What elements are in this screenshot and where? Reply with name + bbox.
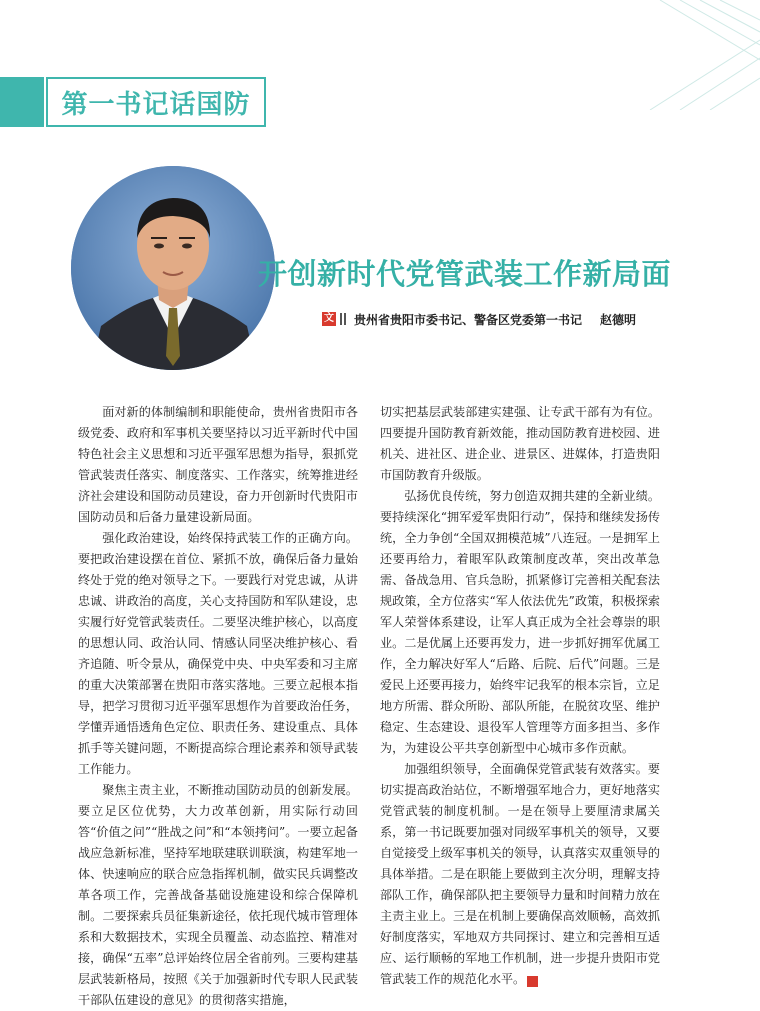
author-title: 贵州省贵阳市委书记、警备区党委第一书记 bbox=[354, 312, 583, 327]
paragraph: 聚焦主责主业，不断推动国防动员的创新发展。要立足区位优势，大力改革创新，用实际行动回答“价值之问”“胜战之问”和“本领拷问”。一要立起备战应急新标准，坚持军地联建联训联演，构建军地一体、快速响应的联合应急指挥机制，做实民兵调整改革各项工作，完善战备基础设施建设和综合保障机制。二要探索兵员征集新途径，依托现代城市管理体系和大数据技术，实现全员覆盖、动态监控、精准对接，确保“五率”总评始终位居全省前列。三要构建基层武装新格局，按照《关于加强新时代专职人民武装干部队伍建设的意见》的贯彻落实措施， bbox=[78, 783, 358, 1007]
paragraph: 切实把基层武装部建实建强、让专武干部有为有位。四要提升国防教育新效能，推动国防教育进校园、进机关、进社区、进企业、进景区、进媒体，打造贵阳市国防教育升级版。 bbox=[380, 405, 660, 482]
article-headline: 开创新时代党管武装工作新局面 bbox=[258, 257, 672, 291]
byline-badge: 文 bbox=[324, 313, 334, 324]
byline bbox=[322, 310, 722, 328]
paragraph bbox=[380, 759, 660, 990]
divider-bars bbox=[340, 313, 346, 325]
paragraph: 强化政治建设，始终保持武装工作的正确方向。要把政治建设摆在首位、紧抓不放，确保后备力量始终处于党的绝对领导之下。一要践行对党忠诚，从讲忠诚、讲政治的高度，关心支持国防和军队建设，忠实履行好党管武装责任。二要坚决维护核心，以高度的思想认同、政治认同、情感认同坚决维护核心、看齐追随、听令景从，确保党中央、中央军委和习主席的重大决策部署在贵阳市落实落地。三要立起根本指导，把学习贯彻习近平强军思想作为首要政治任务，学懂弄通悟透角色定位、职责任务、建设重点、具体抓手等关键问题，不断提高综合理论素养和领导武装工作能力。 bbox=[78, 531, 358, 776]
section-tab-marker bbox=[0, 77, 44, 127]
paragraph: 弘扬优良传统，努力创造双拥共建的全新业绩。要持续深化“拥军爱军贵阳行动”，保持和继续发扬传统，全力争创“全国双拥模范城”八连冠。一是拥军上还要再给力，着眼军队政策制度改革，突出改革急需、备战急用、官兵急盼，抓紧修订完善相关配套法规政策，全方位落实“军人依法优先”政策，积极探索军人荣誉体系建设，让军人真正成为全社会尊崇的职业。二是优属上还要再发力，进一步抓好拥军优属工作，全力解决好军人“后路、后院、后代”问题。三是爱民上还要再接力，始终牢记我军的根本宗旨，立足地方所需、群众所盼、部队所能，在脱贫攻坚、维护稳定、生态建设、退役军人管理等方面多担当、多作为，为建设公平共享创新型中心城市多作贡献。 bbox=[380, 489, 660, 755]
article-column-left bbox=[78, 402, 358, 1011]
section-title: 第一书记话国防 bbox=[61, 89, 251, 120]
paragraph-text: 加强组织领导，全面确保党管武装有效落实。要切实提高政治站位，不断增强军地合力，更好地落实党管武装的制度机制。一是在领导上要厘清隶属关系，第一书记既要加强对同级军事机关的领导，又要自觉接受上级军事机关的领导，认真落实双重领导的具体举措。二是在职能上要做到主次分明，理解支持部队工作，确保部队把主要领导力量和时间精力放在主责主业上。三是在机制上要确保高效顺畅，高效抓好制度落实，军地双方共同探讨、建立和完善相互适应、运行顺畅的军地工作机制，进一步提升贵阳市党管武装工作的规范化水平。 bbox=[380, 762, 660, 986]
section-header bbox=[46, 77, 266, 127]
article-column-right bbox=[380, 402, 660, 990]
paragraph: 面对新的体制编制和职能使命，贵州省贵阳市各级党委、政府和军事机关要坚持以习近平新时代中国特色社会主义思想和习近平强军思想为指导，狠抓党管武装责任落实、制度落实、工作落实，统筹推进经济社会建设和国防动员建设，奋力开创新时代贵阳市国防动员和后备力量建设新局面。 bbox=[78, 405, 358, 524]
end-mark: G bbox=[527, 976, 538, 987]
corner-decoration bbox=[620, 0, 760, 110]
author-portrait bbox=[71, 166, 275, 370]
author-name: 赵德明 bbox=[600, 312, 637, 327]
